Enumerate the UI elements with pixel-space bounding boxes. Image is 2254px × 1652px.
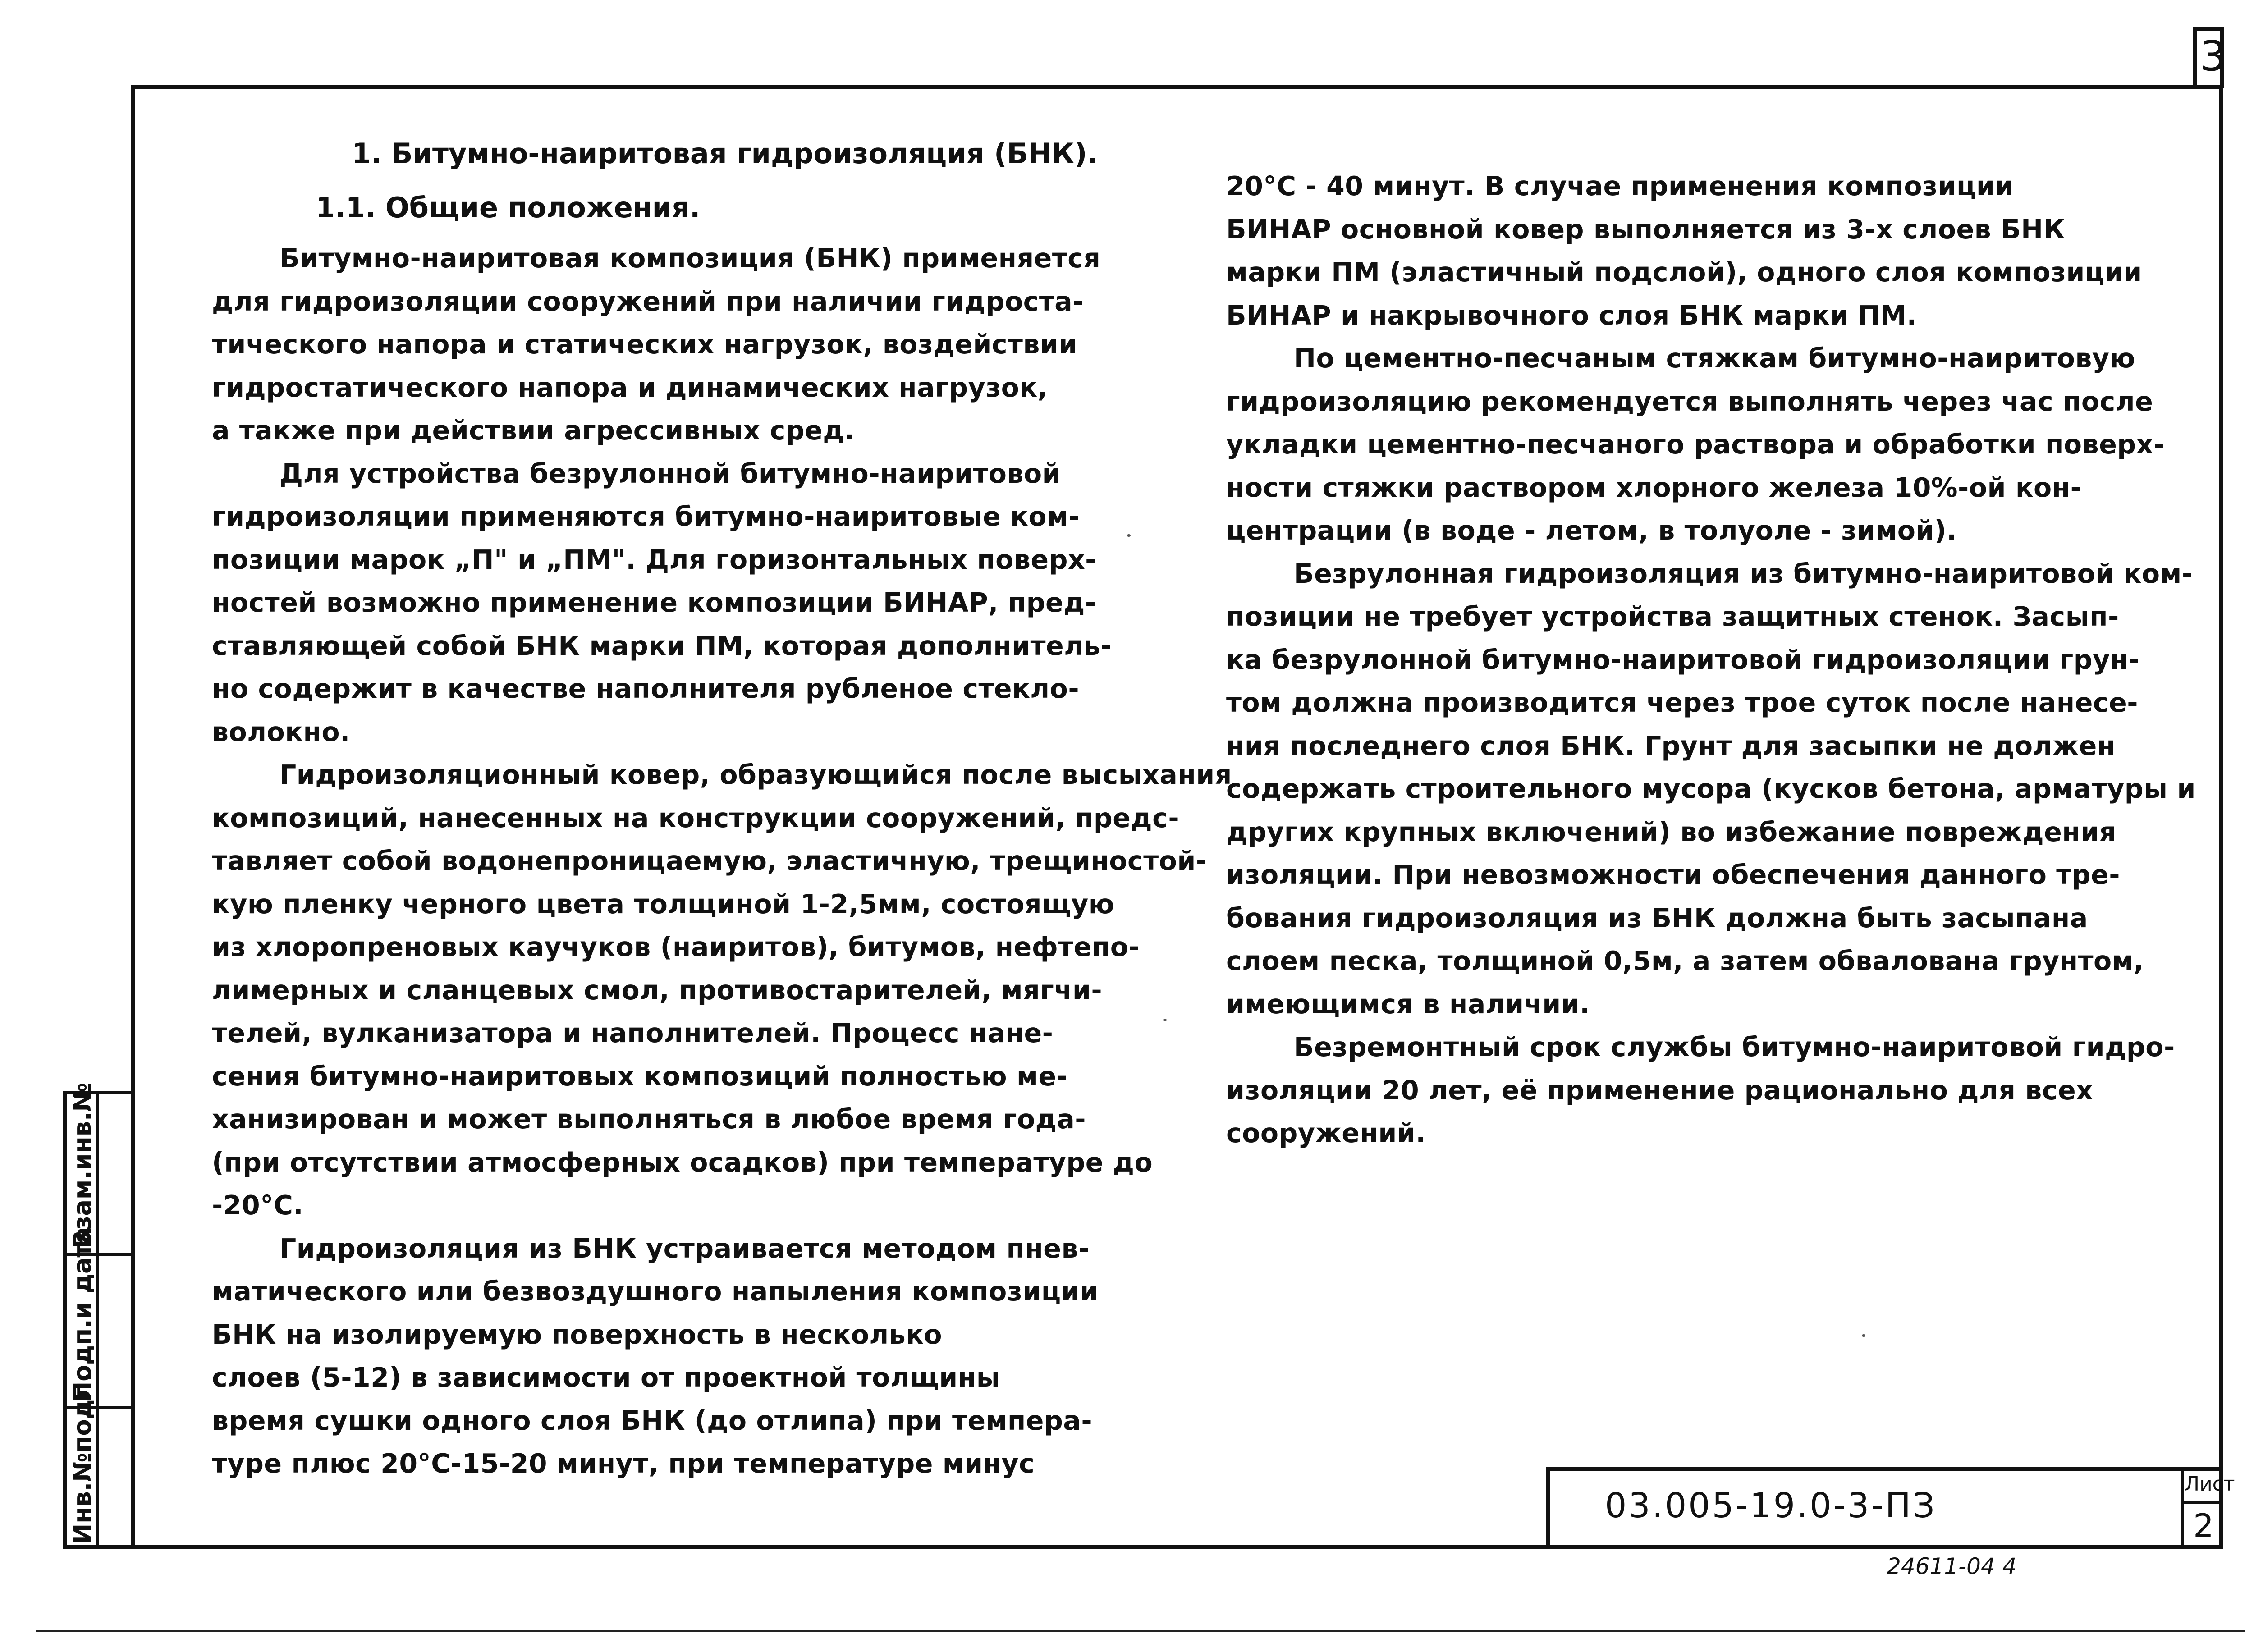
text-line: слоем песка, толщиной 0,5м, а затем обвалована грунтом, xyxy=(1226,946,2144,976)
text-line: 20°С - 40 минут. В случае применения композиции xyxy=(1226,171,2014,201)
text-line: гидроизоляции применяются битумно-наиритовые ком- xyxy=(212,501,1080,532)
text-line: гидроизоляцию рекомендуется выполнять через час после xyxy=(1226,386,2153,417)
text-line: но содержит в качестве наполнителя рубленое стекло- xyxy=(212,673,1080,704)
text-line: позиции марок „П" и „ПМ". Для горизонтальных поверх- xyxy=(212,544,1096,575)
text-line: Гидроизоляционный ковер, образующийся после высыхания xyxy=(279,760,1232,790)
section-heading: 1. Битумно-наиритовая гидроизоляция (БНК). xyxy=(352,137,1098,170)
text-line: сооружений. xyxy=(1226,1118,1426,1149)
text-line: других крупных включений) во избежание повреждения xyxy=(1226,816,2117,847)
text-line: бования гидроизоляция из БНК должна быть засыпана xyxy=(1226,902,2088,934)
text-line: БНК на изолируемую поверхность в несколько xyxy=(212,1319,943,1350)
scan-speck xyxy=(1163,1019,1167,1021)
text-line: ния последнего слоя БНК. Грунт для засыпки не должен xyxy=(1226,730,2116,761)
title-block-divider xyxy=(2181,1467,2184,1549)
text-line: матического или безвоздушного напыления композиции xyxy=(212,1276,1099,1307)
sheet-number: 2 xyxy=(2193,1507,2214,1545)
text-line: кую пленку черного цвета толщиной 1-2,5мм, состоящую xyxy=(212,888,1115,920)
text-line: лимерных и сланцевых смол, противостарителей, мягчи- xyxy=(212,975,1103,1006)
text-line: туре плюс 20°С-15-20 минут, при температуре минус xyxy=(212,1448,1035,1479)
text-line: время сушки одного слоя БНК (до отлипа) при темпера- xyxy=(212,1405,1093,1436)
text-line: ка безрулонной битумно-наиритовой гидроизоляции грун- xyxy=(1226,644,2140,675)
text-line: телей, вулканизатора и наполнителей. Процесс нане- xyxy=(212,1018,1054,1048)
text-line: из хлоропреновых каучуков (наиритов), битумов, нефтепо- xyxy=(212,932,1140,962)
text-line: Гидроизоляция из БНК устраивается методом пнев- xyxy=(279,1233,1090,1264)
text-line: гидростатического напора и динамических нагрузок, xyxy=(212,372,1048,403)
text-line: имеющимся в наличии. xyxy=(1226,988,1590,1020)
trim-line xyxy=(36,1630,2245,1632)
title-block-separator xyxy=(2181,1501,2223,1504)
text-line: (при отсутствии атмосферных осадков) при температуре до xyxy=(212,1147,1153,1178)
text-line: сения битумно-наиритовых композиций полностью ме- xyxy=(212,1061,1068,1092)
text-line: тавляет собой водонепроницаемую, эластичную, трещиностой- xyxy=(212,846,1207,876)
right-text-column xyxy=(1226,165,2196,1155)
sheet-label: Лист xyxy=(2185,1473,2235,1496)
vzam-inv-no-label: Взам.инв.№ xyxy=(68,1082,96,1249)
text-line: Для устройства безрулонной битумно-наиритовой xyxy=(279,458,1061,489)
text-line: позиции не требует устройства защитных стенок. Засып- xyxy=(1226,601,2119,632)
text-line: ностей возможно применение композиции БИНАР, пред- xyxy=(212,587,1096,618)
document-code: 03.005-19.0-3-ПЗ xyxy=(1605,1485,1937,1525)
text-line: Безремонтный срок службы битумно-наиритовой гидро- xyxy=(1294,1032,2175,1062)
footer-registration-note: 24611-04 4 xyxy=(1887,1553,2017,1579)
left-text-column xyxy=(212,111,1232,1486)
text-line: марки ПМ (эластичный подслой), одного слоя композиции xyxy=(1226,257,2142,288)
text-line: изоляции 20 лет, её применение рационально для всех xyxy=(1226,1075,2094,1106)
text-line: БИНАР и накрывочного слоя БНК марки ПМ. xyxy=(1226,300,1917,331)
text-line: -20°С. xyxy=(212,1190,304,1221)
text-line: центрации (в воде - летом, в толуоле - зимой). xyxy=(1226,515,1957,546)
text-line: изоляции. При невозможности обеспечения данного тре- xyxy=(1226,860,2121,890)
text-line: Безрулонная гидроизоляция из битумно-наиритовой ком- xyxy=(1294,558,2193,589)
text-line: Битумно-наиритовая композиция (БНК) применяется xyxy=(279,243,1101,274)
subsection-heading: 1.1. Общие положения. xyxy=(316,191,701,224)
text-line: ханизирован и может выполняться в любое время года- xyxy=(212,1104,1086,1135)
page-number: 3 xyxy=(2200,32,2227,80)
text-line: волокно. xyxy=(212,716,350,747)
text-line: для гидроизоляции сооружений при наличии гидроста- xyxy=(212,286,1084,317)
text-line: содержать строительного мусора (кусков бетона, арматуры и xyxy=(1226,773,2196,804)
text-line: ставляющей собой БНК марки ПМ, которая дополнитель- xyxy=(212,630,1112,661)
text-line: тического напора и статических нагрузок, воздействии xyxy=(212,329,1077,360)
text-line: БИНАР основной ковер выполняется из 3-х слоев БНК xyxy=(1226,214,2065,245)
text-line: По цементно-песчаным стяжкам битумно-наиритовую xyxy=(1294,343,2135,374)
scan-speck xyxy=(1862,1334,1865,1337)
text-line: а также при действии агрессивных сред. xyxy=(212,415,855,446)
text-line: композиций, нанесенных на конструкции сооружений, предс- xyxy=(212,802,1180,833)
text-line: укладки цементно-песчаного раствора и обработки поверх- xyxy=(1226,429,2165,460)
text-line: том должна производится через трое суток после нанесе- xyxy=(1226,687,2138,718)
text-line: слоев (5-12) в зависимости от проектной толщины xyxy=(212,1362,1001,1393)
podp-i-data-label: Подп.и дата xyxy=(68,1226,96,1402)
text-line: ности стяжки раствором хлорного железа 10%-ой кон- xyxy=(1226,472,2082,503)
scan-speck xyxy=(1127,534,1131,537)
inv-no-podl-label: Инв.№подл. xyxy=(68,1372,96,1544)
